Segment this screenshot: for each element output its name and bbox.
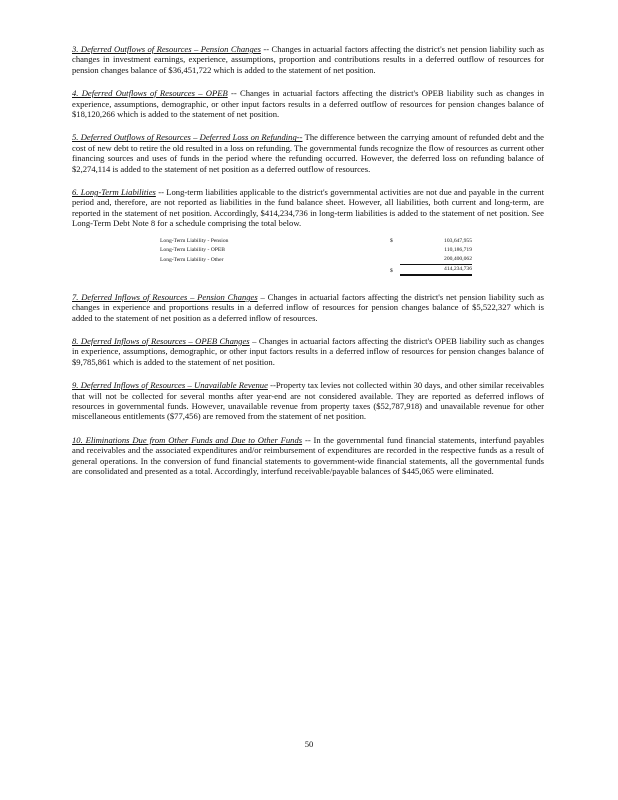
note-5-heading: 5. Deferred Outflows of Resources – Deferred Loss on Refunding-- xyxy=(72,132,303,143)
note-3-body: -- Changes in actuarial factors affecting the district's net pension liability such as changes in investment earnings, experience, assumptions, proportion and contributions results in a deferred outflow of resources for pension changes balance of $36,451,722 which is added to the statement of net position. xyxy=(72,44,544,75)
note-4 xyxy=(72,88,544,119)
table-row xyxy=(160,246,484,255)
note-5 xyxy=(72,132,544,174)
note-6 xyxy=(72,187,544,229)
note-4-heading: 4. Deferred Outflows of Resources – OPEB xyxy=(72,88,228,99)
note-3 xyxy=(72,44,544,75)
note-9 xyxy=(72,380,544,422)
table-row xyxy=(160,255,484,265)
note-9-body: --Property tax levies not collected within 30 days, and other similar receivables that will not be collected for several months after year-end are not considered available. They are reported as deferred inflows of resources in governmental funds. However, unavailable revenue from property taxes ($52,787,918) and unavailable revenue for other miscellaneous entitlements ($77,456) are removed from the statement of net position. xyxy=(72,380,545,422)
page-number: 50 xyxy=(304,739,314,749)
row-label: Long-Term Liability - Other xyxy=(160,256,224,263)
row-amount: 110,186,719 xyxy=(444,246,472,253)
note-5-body: The difference between the carrying amount of refunded debt and the cost of new debt to retire the old resulted in a loss on refunding. The governmental funds recognize the flow of resources as current other financing sources and uses of funds in the period where the refunding occurred. However, the deferred loss on refunding balance of $2,274,114 is added to the statement of net position as a deferred outflow of resources. xyxy=(72,132,544,174)
note-8-heading: 8. Deferred Inflows of Resources – OPEB Changes xyxy=(72,335,250,346)
row-currency: $ xyxy=(390,237,393,244)
total-currency: $ xyxy=(390,267,393,274)
note-10 xyxy=(72,435,544,477)
row-amount: 103,647,955 xyxy=(444,237,472,244)
row-label: Long-Term Liability - OPEB xyxy=(160,246,226,253)
long-term-liability-table xyxy=(160,237,484,276)
note-4-body: -- Changes in actuarial factors affecting the district's OPEB liability such as changes in experience, assumptions, demographic, or other input factors results in a deferred outflow of resources for pension changes balance of $18,120,266 which is added to the statement of net position. xyxy=(72,88,544,120)
note-7-heading: 7. Deferred Inflows of Resources – Pension Changes xyxy=(72,291,258,302)
note-9-heading: 9. Deferred Inflows of Resources – Unavailable Revenue xyxy=(72,380,268,391)
document-page xyxy=(72,44,544,489)
note-8 xyxy=(72,336,544,367)
note-7 xyxy=(72,292,544,323)
row-amount: 200,400,062 xyxy=(400,255,472,265)
note-3-heading: 3. Deferred Outflows of Resources – Pension Changes xyxy=(72,44,261,54)
table-total-row xyxy=(160,265,484,276)
note-10-heading: 10. Eliminations Due from Other Funds and Due to Other Funds xyxy=(72,434,303,445)
row-label: Long-Term Liability - Pension xyxy=(160,237,229,244)
note-10-body: -- In the governmental fund financial statements, interfund payables and receivables and the associated expenditures and/or reimbursement of expenditures are recorded in the respective funds as a result of general operations. In the conversion of fund financial statements to government-wide financial statements, all the governmental funds are consolidated and presented as a total. Accordingly, interfund receivable/payable balances of $445,065 were eliminated. xyxy=(72,434,544,476)
note-6-body: -- Long-term liabilities applicable to the district's governmental activities are not due and payable in the current period and, therefore, are not reported as liabilities in the fund balance sheet. However, all liabilities, both current and long-term, are reported in the statement of net position. Accordingly, $414,234,736 in long-term liabilities is added to the statement of net position. See Long-Term Debt Note 8 for a schedule comprising the total below. xyxy=(72,187,544,229)
total-amount: 414,234,736 xyxy=(400,265,472,276)
table-row xyxy=(160,237,484,246)
note-8-body: – Changes in actuarial factors affecting the district's OPEB liability such as changes in experience, assumptions, demographic, or other input factors results in a deferred inflow of resources for pension changes balance of $9,785,861 which is added to the statement of net position. xyxy=(72,335,544,367)
note-6-heading: 6. Long-Term Liabilities xyxy=(72,187,156,198)
note-7-body: – Changes in actuarial factors affecting the district's net pension liability such as changes in experience and proportions results in a deferred inflow of resources for pension changes balance of $5,522,327 which is added to the statement of net position as a deferred inflow of resources. xyxy=(72,291,544,323)
